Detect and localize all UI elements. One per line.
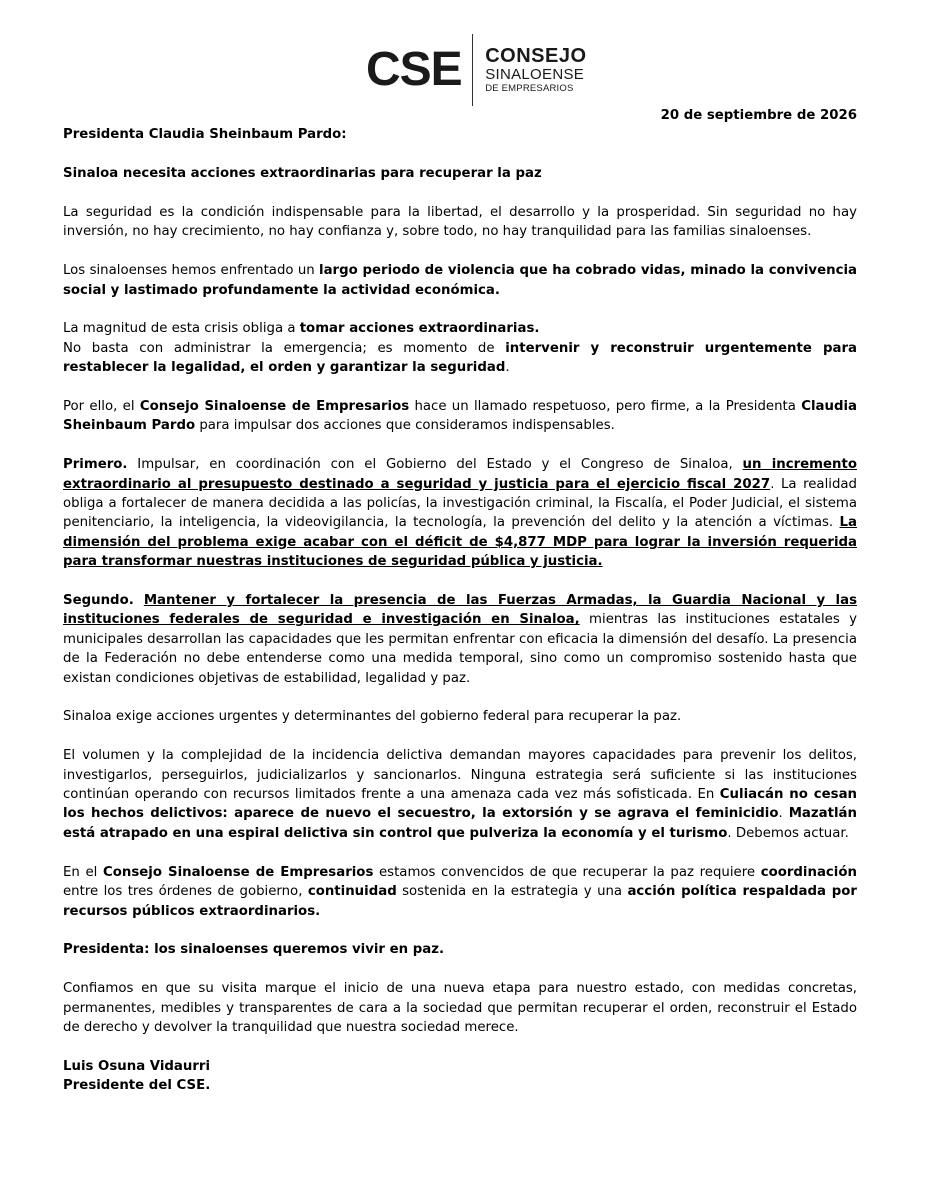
text-run: Los sinaloenses hemos enfrentado un — [63, 263, 320, 279]
cse-logo — [366, 34, 587, 106]
logo-line-2: SINALOENSE — [485, 66, 585, 84]
text-run: Impulsar, en coordinación con el Gobierno del Estado y el Congreso de Sinaloa, — [127, 457, 743, 473]
text-run-bold: Mazatlán está atrapado en una espiral delictiva sin control que pulveriza la economía y el turismo — [63, 806, 857, 841]
text-run: mientras las instituciones estatales y municipales desarrollan las capacidades que les permitan enfrentar con eficacia la dimensión del desafío. La presencia de la Federación no debe entenderse como una medida temporal, sino como un compromiso sostenido hasta que existan condiciones objetivas de estabilidad, legalidad y paz. — [63, 612, 857, 686]
signature-name: Luis Osuna Vidaurri — [63, 1058, 211, 1074]
paragraph-1: La seguridad es la condición indispensable para la libertad, el desarrollo y la prosperidad. Sin seguridad no hay inversión, no hay crecimiento, no hay confianza y, sobre todo, no hay tranquilidad para las familias sinaloenses. — [63, 205, 857, 240]
text-run: La magnitud de esta crisis obliga a — [63, 321, 300, 337]
paragraph-8 — [63, 746, 857, 843]
text-run: sostenida en la estrategia y una — [396, 884, 628, 900]
text-run-bold: Culiacán no cesan los hechos delictivos: aparece de nuevo el secuestro, la extorsión y se agrava el feminicidio — [63, 787, 858, 822]
logo-wordmark — [485, 46, 586, 94]
text-run: El volumen y la complejidad de la incidencia delictiva demandan mayores capacidades para prevenir los delitos, investigarlos, perseguirlos, judicializarlos y sancionarlos. Ninguna estrategia será suficiente si las instituciones continúan operando con recursos limitados frente a una amenaza cada vez más sofisticada. En — [63, 748, 857, 803]
text-run: . — [505, 360, 510, 376]
text-run-bold-underline: un incremento extraordinario al presupuesto destinado a seguridad y justicia para el ejercicio fiscal 2027 — [63, 457, 858, 492]
logo-line-3: DE EMPRESARIOS — [485, 83, 574, 95]
text-run: Por ello, el — [63, 399, 140, 415]
text-run-bold: Consejo Sinaloense de Empresarios — [102, 864, 374, 880]
text-run-bold: Primero. — [63, 457, 128, 473]
paragraph-3 — [63, 319, 857, 377]
text-run-bold: tomar acciones extraordinarias. — [299, 321, 540, 337]
letter-heading: Sinaloa necesita acciones extraordinarias para recuperar la paz — [63, 166, 542, 182]
salutation: Presidenta Claudia Sheinbaum Pardo: — [63, 127, 347, 143]
letter-date: 20 de septiembre de 2026 — [660, 108, 857, 123]
text-run: para impulsar dos acciones que consideramos indispensables. — [195, 418, 615, 434]
text-run: . — [778, 806, 789, 822]
logo-mark: CSE — [366, 43, 462, 96]
paragraph-11: Confiamos en que su visita marque el inicio de una nueva etapa para nuestro estado, con medidas concretas, permanentes, medibles y transparentes de cara a la sociedad que permitan recuperar el orden, reconstruir el Estado de derecho y devolver la tranquilidad que nuestra sociedad merece. — [63, 981, 857, 1035]
text-run: entre los tres órdenes de gobierno, — [63, 884, 308, 900]
text-run: . Debemos actuar. — [727, 825, 849, 841]
text-run — [134, 593, 144, 608]
logo-divider — [472, 34, 474, 106]
text-run: hace un llamado respetuoso, pero firme, a la Presidenta — [409, 399, 802, 415]
text-run-bold: Claudia Sheinbaum Pardo — [63, 399, 857, 434]
text-run: . La realidad obliga a fortalecer de manera decidida a las policías, la investigación criminal, la Fiscalía, el Poder Judicial, el sistema penitenciario, la inteligencia, la videovigilancia, la tecnología, la prevención del delito y la atención a víctimas. — [63, 476, 857, 531]
text-run-bold: coordinación — [760, 864, 857, 880]
text-run-bold-underline: La dimensión del problema exige acabar con el déficit de $4,877 MDP para lograr la inversión requerida para transformar nuestras instituciones de seguridad pública y justicia. — [63, 515, 857, 570]
signature-title: Presidente del CSE. — [63, 1078, 211, 1094]
text-run-bold: largo periodo de violencia que ha cobrado vidas, minado la convivencia social y lastimado profundamente la actividad económica. — [63, 263, 857, 298]
logo-line-1: CONSEJO — [485, 45, 587, 68]
text-run-bold: Consejo Sinaloense de Empresarios — [139, 399, 410, 415]
paragraph-7: Sinaloa exige acciones urgentes y determinantes del gobierno federal para recuperar la paz. — [63, 709, 682, 725]
text-run-bold-underline: Mantener y fortalecer la presencia de las Fuerzas Armadas, la Guardia Nacional y las instituciones federales de seguridad e investigación en Sinaloa, — [63, 593, 857, 628]
text-run-bold: intervenir y reconstruir urgentemente para restablecer la legalidad, el orden y garantizar la seguridad — [63, 340, 857, 376]
text-run-bold: Segundo. — [63, 593, 134, 609]
text-run: estamos convencidos de que recuperar la paz requiere — [373, 864, 761, 880]
paragraph-segundo — [63, 591, 857, 688]
text-run: No basta con administrar la emergencia; es momento de — [63, 340, 506, 356]
paragraph-2 — [63, 261, 857, 300]
letter-body — [63, 106, 857, 1115]
signature-block — [63, 1057, 857, 1096]
text-run-bold: continuidad — [307, 884, 397, 900]
paragraph-10: Presidenta: los sinaloenses queremos vivir en paz. — [63, 942, 445, 958]
paragraph-primero — [63, 455, 857, 571]
text-run-bold: acción política respaldada por recursos públicos extraordinarios. — [63, 884, 857, 919]
text-run: En el — [63, 864, 103, 880]
paragraph-9 — [63, 863, 857, 921]
paragraph-4 — [63, 397, 857, 436]
